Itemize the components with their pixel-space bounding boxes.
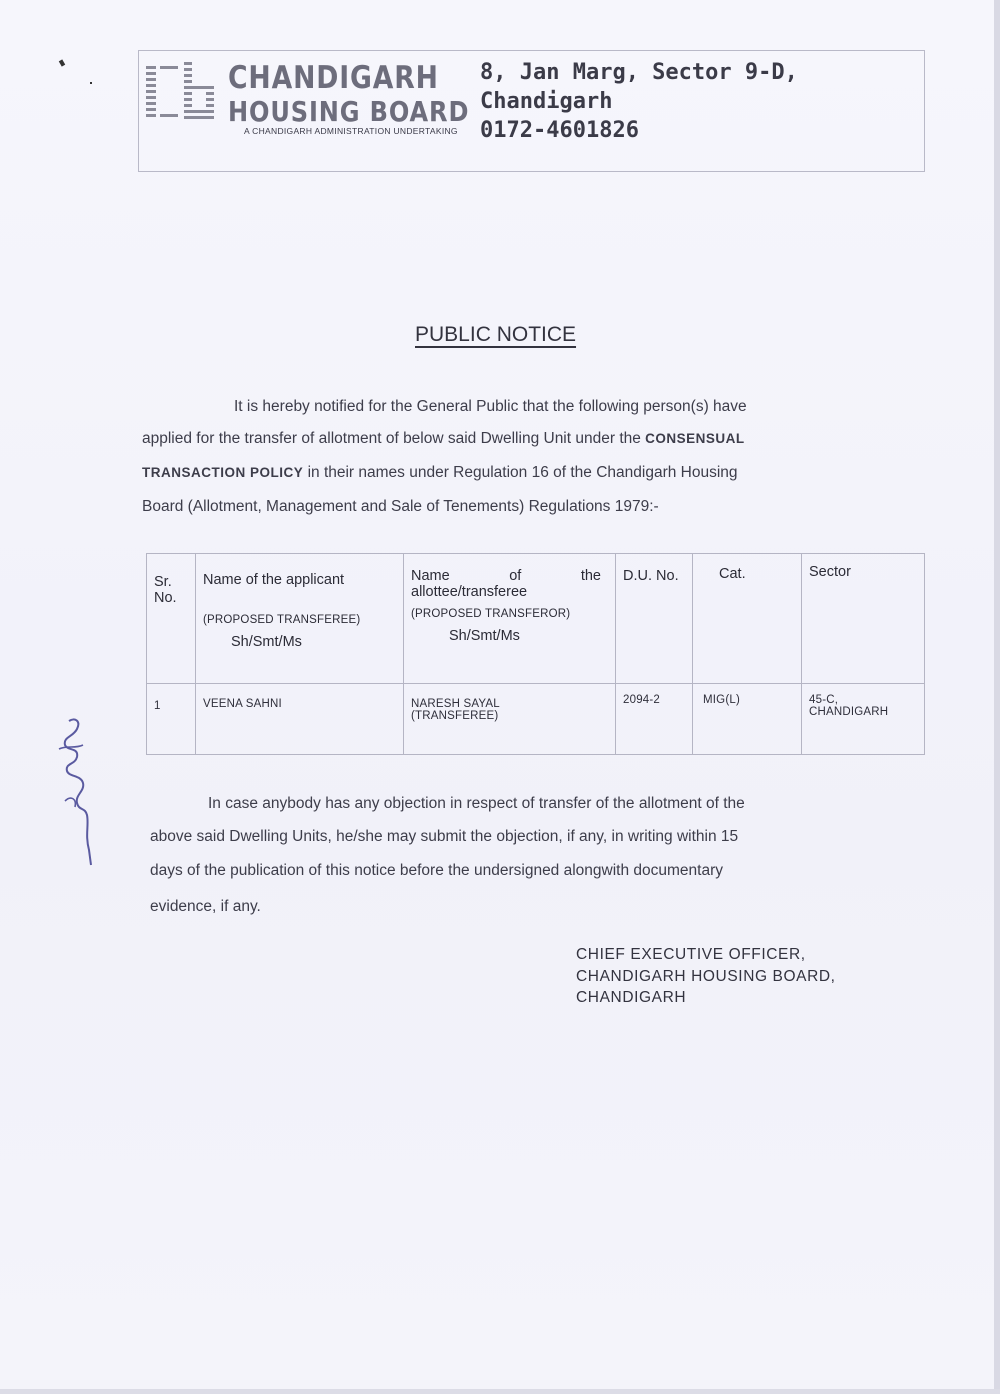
signatory-org: CHANDIGARH HOUSING BOARD, <box>576 967 836 985</box>
header-applicant-sub: (PROPOSED TRANSFEREE) <box>203 614 361 626</box>
org-name-line1: CHANDIGARH <box>228 60 439 96</box>
header-allottee-sub: (PROPOSED TRANSFEROR) <box>411 608 571 620</box>
header-sector: Sector <box>802 554 925 684</box>
signatory-title: CHIEF EXECUTIVE OFFICER, <box>576 946 806 963</box>
intro-line3-text: in their names under Regulation 16 of the Chandigarh Housing <box>303 464 738 481</box>
cell-sector <box>802 684 925 755</box>
intro-line3-bold: TRANSACTION POLICY <box>142 465 304 480</box>
header-sr-no: Sr. No. <box>147 554 196 684</box>
cell-allottee-text: NARESH SAYAL (TRANSFEREE) <box>411 698 500 722</box>
intro-line3 <box>142 464 738 482</box>
objection-line2: above said Dwelling Units, he/she may submit the objection, if any, in writing within 15 <box>150 828 739 845</box>
cell-allottee <box>404 684 616 755</box>
objection-line1: In case anybody has any objection in respect of transfer of the allotment of the <box>208 795 745 812</box>
intro-line2-text: applied for the transfer of allotment of below said Dwelling Unit under the <box>142 430 646 447</box>
header-applicant-label: Name of the applicant <box>203 572 345 588</box>
signatory-block <box>576 944 836 1009</box>
scan-speck <box>90 82 92 84</box>
scan-edge-right <box>994 0 1000 1394</box>
chb-logo-icon <box>146 62 218 124</box>
header-applicant-honorific: Sh/Smt/Ms <box>231 634 302 650</box>
scan-edge-bottom <box>0 1389 1000 1394</box>
signatory-city: CHANDIGARH <box>576 989 687 1006</box>
intro-line1: It is hereby notified for the General Public that the following person(s) have <box>234 398 747 415</box>
org-tagline: A CHANDIGARH ADMINISTRATION UNDERTAKING <box>244 126 458 136</box>
org-name-line2: HOUSING BOARD <box>228 95 470 128</box>
address-line2: Chandigarh <box>480 89 613 114</box>
intro-line2-bold: CONSENSUAL <box>645 431 745 446</box>
transfer-table <box>146 553 925 755</box>
header-du-no: D.U. No. <box>616 554 693 684</box>
header-allottee-honorific: Sh/Smt/Ms <box>449 628 520 644</box>
header-applicant <box>196 554 404 684</box>
intro-line4: Board (Allotment, Management and Sale of Tenements) Regulations 1979:- <box>142 498 659 515</box>
objection-line4: evidence, if any. <box>150 898 261 915</box>
table-header-row <box>147 554 925 684</box>
intro-line2 <box>142 430 745 448</box>
objection-line3: days of the publication of this notice before the undersigned alongwith documentary <box>150 862 724 879</box>
address-line1: 8, Jan Marg, Sector 9-D, <box>480 60 798 85</box>
handwritten-initials-signature <box>55 715 105 875</box>
header-allottee <box>404 554 616 684</box>
phone-number: 0172-4601826 <box>480 118 639 143</box>
cell-cat: MIG(L) <box>693 684 802 755</box>
cell-du: 2094-2 <box>616 684 693 755</box>
notice-title: PUBLIC NOTICE <box>415 323 577 346</box>
header-cat: Cat. <box>693 554 802 684</box>
cell-sector-text: 45-C, CHANDIGARH <box>809 694 889 718</box>
cell-sr: 1 <box>147 684 196 755</box>
org-address <box>480 58 798 145</box>
header-allottee-label: Name of the allottee/transferee <box>411 568 601 600</box>
cell-applicant: VEENA SAHNI <box>196 684 404 755</box>
table-row <box>147 684 925 755</box>
